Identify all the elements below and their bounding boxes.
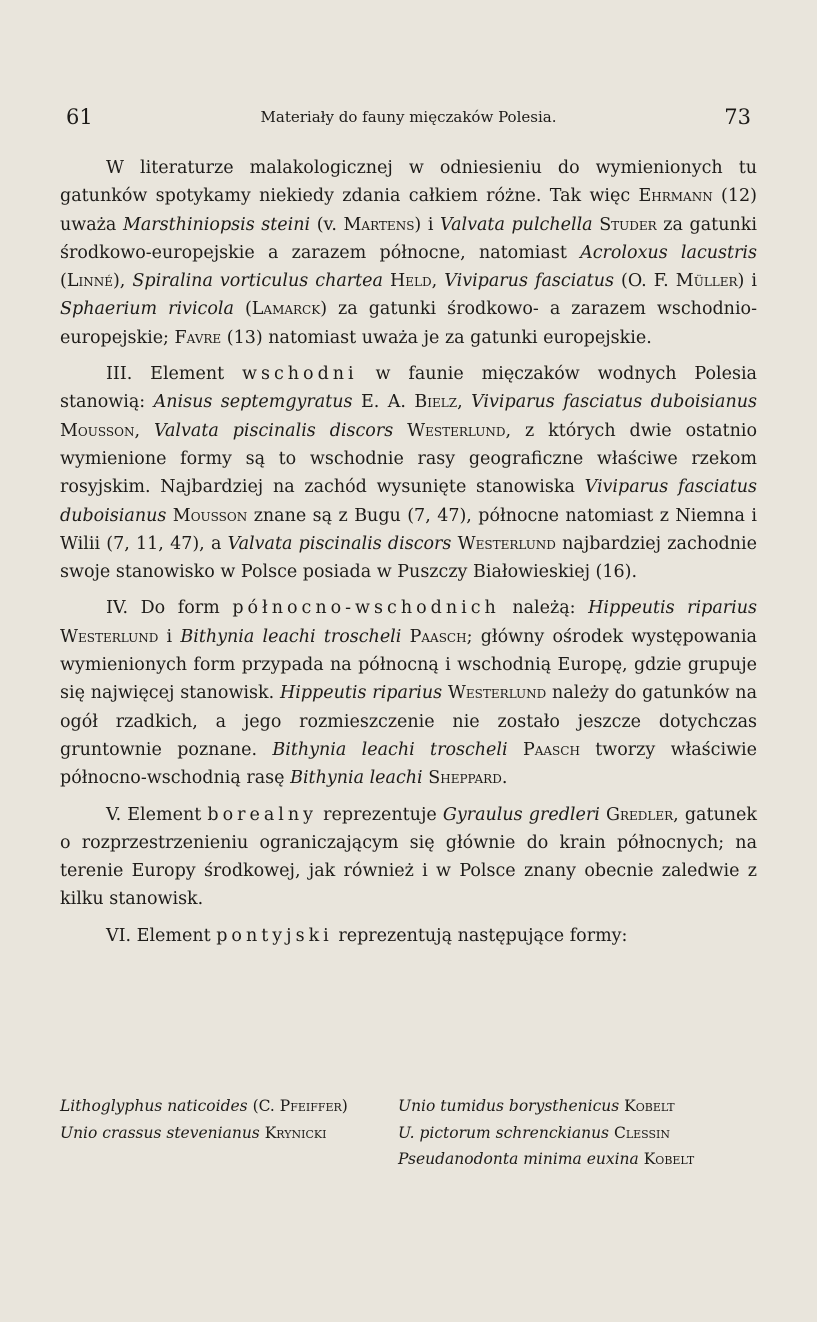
page-number-left: 61 — [66, 105, 93, 129]
species-name: Bithynia leachi troscheli — [180, 626, 402, 647]
species-name: Hippeutis riparius — [588, 598, 757, 619]
author-name: Mousson — [60, 420, 135, 441]
species-name: Anisus septemgyratus — [153, 392, 353, 413]
author-name: Westerlund — [447, 683, 547, 704]
species-name: Viviparus fasciatus duboisianus — [471, 392, 757, 413]
list-item: Unio tumidus borysthenicus Kobelt — [398, 1097, 675, 1115]
body-text — [60, 154, 757, 958]
page-header — [66, 103, 751, 131]
spaced-term: borealny — [207, 804, 318, 825]
paragraph-element-pontyjski: VI. Element pontyjski reprezentują następujące formy: — [106, 925, 628, 946]
species-name: Acroloxus lacustris — [580, 242, 757, 263]
species-name: Valvata piscinalis discors — [153, 420, 394, 441]
list-item: U. pictorum schrenckianus Clessin — [398, 1123, 670, 1142]
species-name: Hippeutis riparius — [279, 683, 443, 704]
paragraph-element-wschodni: III. Element wschodni w faunie mięczaków wodnych Polesia stanowią: Anisus septemgyratus E. A. Bielz, Viviparus fasciatus duboisianus Mousson, Valvata piscinalis discors Westerlund, z których dwie ostatnio wymienione formy są to wschodnie rasy geograficzne właściwe rzekom rosyjskim. Najbardziej na zachód wysunięte stanowiska Viviparus fasciatus duboisianus Mousson znane są z Bugu (7, 47), północne natomiast z Niemna i Wilii (7, 11, 47), a Valvata piscinalis discors Westerlund najbardziej zachodnie swoje stanowisko w Polsce posiada w Puszczy Białowieskiej (16). — [60, 364, 758, 583]
author-name: Gredler — [605, 804, 674, 825]
paragraph-element-polnocno-wschodni: IV. Do form północno-wschodnich należą: Hippeutis riparius Westerlund i Bithynia leachi troscheli Paasch; główny ośrodek występowania wymienionych form przypada na północną i wschodnią Europę, gdzie grupuje się najwięcej stanowisk. Hippeutis riparius Westerlund należy do gatunków na ogół rzadkich, a jego rozmieszczenie nie zostało jeszcze dotychczas gruntownie poznane. Bithynia leachi troscheli Paasch tworzy właściwie północno-wschodnią rasę Bithynia leachi Sheppard. — [60, 598, 758, 789]
species-name: Valvata pulchella — [440, 214, 593, 235]
species-name: Marsthiniopsis steini — [122, 214, 311, 235]
author-name: Sheppard — [428, 768, 502, 789]
species-name: Gyraulus gredleri — [442, 804, 600, 825]
list-item: Pseudanodonta minima euxina Kobelt — [398, 1150, 695, 1168]
paragraph-literature: W literaturze malakologicznej w odniesieniu do wymienionych tu gatunków spotykamy niekiedy zdania całkiem różne. Tak więc Ehrmann (12) uważa Marsthiniopsis steini (v. Martens) i Valvata pulchella Studer za gatunki środkowo-europejskie a zarazem północne, natomiast Acroloxus lacustris (Linné), Spiralina vorticulus chartea Held, Viviparus fasciatus (O. F. Müller) i Sphaerium rivicola (Lamarck) za gatunki środkowo- a zarazem wschodnio-europejskie; Favre (13) natomiast uważa je za gatunki europejskie. — [60, 158, 758, 348]
author-name: Bielz — [414, 392, 458, 413]
species-name: Sphaerium rivicola — [60, 299, 234, 320]
author-name: Paasch — [522, 739, 580, 760]
species-name: Viviparus fasciatus — [444, 271, 614, 292]
species-name: Valvata piscinalis discors — [227, 533, 452, 554]
author-name: Ehrmann — [638, 186, 713, 207]
species-name: Viviparus fasciatus duboisianus — [60, 477, 758, 526]
author-name: Favre — [174, 327, 222, 348]
species-column-right — [398, 1093, 757, 1173]
paragraph-element-borealny: V. Element borealny reprezentuje Gyraulus gredleri Gredler, gatunek o rozprzestrzenieniu ograniczającym się głównie do krain północnych; na terenie Europy środkowej, jak również i w Polsce znany obecnie zaledwie z kilku stanowisk. — [60, 804, 757, 910]
list-item: Lithoglyphus naticoides (C. Pfeiffer) — [60, 1097, 348, 1115]
author-name: Lamarck — [251, 299, 321, 320]
author-name: Westerlund — [60, 626, 159, 647]
page-number-right: 73 — [724, 105, 751, 129]
species-name: Bithynia leachi — [290, 768, 423, 789]
author-name: Held — [390, 271, 432, 292]
species-name: Spiralina vorticulus chartea — [132, 271, 383, 292]
author-name: Westerlund — [457, 533, 556, 554]
author-name: Mousson — [172, 505, 248, 526]
species-column-left — [60, 1093, 390, 1146]
spaced-term: pontyjski — [216, 925, 333, 946]
running-title: Materiały do fauny mięczaków Polesia. — [260, 108, 557, 126]
author-name: Paasch — [409, 626, 467, 647]
list-item: Unio crassus stevenianus Krynicki — [60, 1123, 327, 1142]
species-name: Bithynia leachi troscheli — [272, 739, 508, 760]
spaced-term: północno-wschodnich — [232, 598, 500, 619]
author-name: Martens — [343, 214, 415, 235]
author-name: Westerlund — [407, 420, 506, 441]
author-name: Studer — [599, 214, 657, 235]
author-name: Linné — [66, 271, 113, 292]
author-name: Müller — [675, 271, 738, 292]
spaced-term: wschodni — [242, 364, 358, 385]
